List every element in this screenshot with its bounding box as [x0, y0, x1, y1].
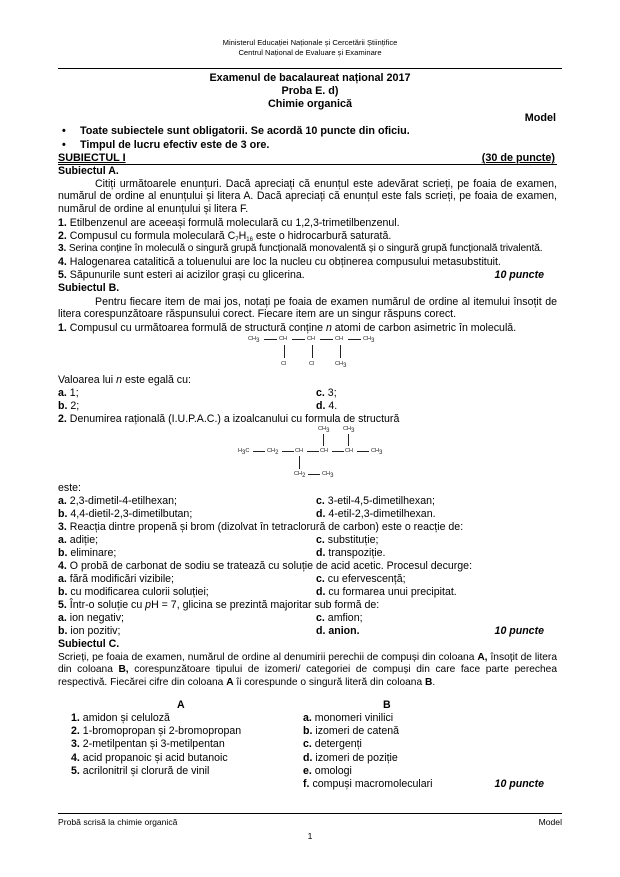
question-2: 2. Denumirea rațională (I.U.P.A.C.) a izoalcanului cu formula de structură [58, 413, 400, 425]
col-a-item: 2. 1-bromopropan și 2-bromopropan [71, 725, 242, 738]
structural-formula-2: $CH_3$ $CH_3$ $H_3C$ $CH_2$ CH CH CH $CH_3$ $CH_2$ $CH_3$ [238, 426, 383, 479]
statement-1: 1. Etilbenzenul are aceeași formulă moleculară cu 1,2,3-trimetilbenzenul. [58, 217, 400, 229]
subject-b-points: 10 puncte [494, 625, 544, 637]
subject-c-points: 10 puncte [494, 778, 544, 790]
exam-title: Examenul de bacalaureat național 2017 [209, 72, 411, 84]
q3-options-row-2: b. eliminare; d. transpoziție. [58, 547, 386, 559]
question-2-stem: este: [58, 482, 81, 494]
subject-a-title: Subiectul A. [58, 165, 119, 177]
subject-b-intro: Pentru fiecare item de mai jos, notați pe foaia de examen numărul de ordine al itemului însoțit de litera corespunzătoare răspunsului corect. Fiecare item are un singur răspuns corect. [58, 296, 557, 321]
column-b-list [303, 712, 433, 791]
footer-left: Probă scrisă la chimie organică [58, 817, 178, 827]
model-label: Model [524, 112, 556, 124]
subject-c-intro: Scrieți, pe foaia de examen, numărul de ordine al denumirii perechii de compuși din coloana A, însoțit de litera din coloana B, corespunzătoare tipului de izomeri/ categoriei de compuși din care face parte perechea respectivă. Fiecărei cifre din coloana A îi corespunde o singură literă din coloana B. [58, 652, 557, 688]
q4-options-row-1: a. fără modificări vizibile; c. cu efervescență; [58, 573, 406, 585]
subject-b-title: Subiectul B. [58, 282, 120, 294]
col-b-item: d. izomeri de poziție [303, 751, 398, 764]
ministry-name: Ministerul Educației Naționale și Cercetării Științifice [222, 38, 398, 47]
q1-options-row-2: b. 2; d. 4. [58, 400, 338, 412]
statement-2: 2. Compusul cu formula moleculară $C_7H_{16}$ este o hidrocarbură saturată. [58, 230, 392, 243]
structural-formula-1: $CH_3$ CH CH CH $CH_3$ Cl Cl $CH_3$ [248, 336, 375, 369]
exam-subject: Chimie organică [268, 98, 352, 110]
statement-4: 4. Halogenarea catalitică a toluenului are loc la nucleu cu obținerea compusului metasubstituit. [58, 256, 501, 268]
subject-a-intro: Citiți următoarele enunțuri. Dacă apreciați că enunțul este adevărat scrieți, pe foaia de examen, numărul de ordine al enunțului și litera A. Dacă apreciați că enunțul este fals scrieți, pe foaia de examen, numărul de ordine al enunțului și litera F. [58, 178, 557, 215]
question-3: 3. Reacția dintre propenă și brom (dizolvat în tetraclorură de carbon) este o reacție de: [58, 521, 464, 533]
column-a-list [71, 712, 241, 778]
col-b-item: e. omologi [303, 764, 352, 777]
q2-options-row-2: b. 4,4-dietil-2,3-dimetilbutan; d. 4-etil-2,3-dimetilhexan. [58, 508, 436, 520]
q2-options-row-1: a. 2,3-dimetil-4-etilhexan; c. 3-etil-4,5-dimetilhexan; [58, 495, 435, 507]
subject-a-points: 10 puncte [494, 269, 544, 281]
question-4: 4. O probă de carbonat de sodiu se tratează cu soluție de acid acetic. Procesul decurge: [58, 560, 473, 572]
ministry-header [0, 38, 620, 57]
instruction-2: • Timpul de lucru efectiv este de 3 ore. [62, 139, 270, 151]
question-5: 5. Într-o soluție cu pH = 7, glicina se prezintă majoritar sub formă de: [58, 599, 380, 611]
statement-3: 3. Serina conține în moleculă o singură grupă funcțională monovalentă și o singură grupă funcțională trivalentă. [58, 243, 543, 254]
evaluation-center: Centrul Național de Evaluare și Examinare [238, 47, 382, 57]
q5-options-row-2: b. ion pozitiv; d. anion. [58, 625, 360, 637]
page-number: 1 [307, 831, 313, 841]
subject-c-title: Subiectul C. [58, 638, 120, 650]
q1-options-row-1: a. 1; c. 3; [58, 387, 337, 399]
q5-options-row-1: a. ion negativ; c. amfion; [58, 612, 363, 624]
instruction-1: • Toate subiectele sunt obligatorii. Se acordă 10 puncte din oficiu. [62, 125, 410, 137]
col-b-item: b. izomeri de catenă [303, 725, 399, 738]
statement-5: 5. Săpunurile sunt esteri ai acizilor grași cu glicerina. [58, 269, 305, 281]
column-b-header: B [383, 699, 391, 711]
q4-options-row-2: b. cu modificarea culorii soluției; d. cu formarea unui precipitat. [58, 586, 457, 598]
footer-right: Model [538, 817, 562, 827]
col-b-item: a. monomeri vinilici [303, 712, 394, 724]
section-1-header [58, 152, 557, 164]
col-b-item: f. compuși macromoleculari [303, 778, 433, 791]
q3-options-row-1: a. adiție; c. substituție; [58, 534, 379, 546]
exam-proba: Proba E. d) [281, 85, 339, 97]
question-1: 1. Compusul cu următoarea formulă de structură conține n atomi de carbon asimetric în moleculă. [58, 322, 517, 334]
col-a-item: 1. amidon și celuloză [71, 712, 170, 724]
header-divider [58, 68, 562, 69]
question-1-stem: Valoarea lui n este egală cu: [58, 374, 191, 386]
col-a-item: 3. 2-metilpentan și 3-metilpentan [71, 738, 225, 751]
col-b-item: c. detergenți [303, 738, 362, 751]
section-1-points: (30 de puncte) [481, 152, 555, 164]
section-1-title: SUBIECTUL I [58, 152, 126, 164]
column-a-header: A [177, 699, 185, 711]
footer [58, 816, 562, 828]
footer-divider [58, 813, 562, 814]
col-a-item: 5. acrilonitril și clorură de vinil [71, 764, 210, 777]
col-a-item: 4. acid propanoic și acid butanoic [71, 751, 228, 764]
